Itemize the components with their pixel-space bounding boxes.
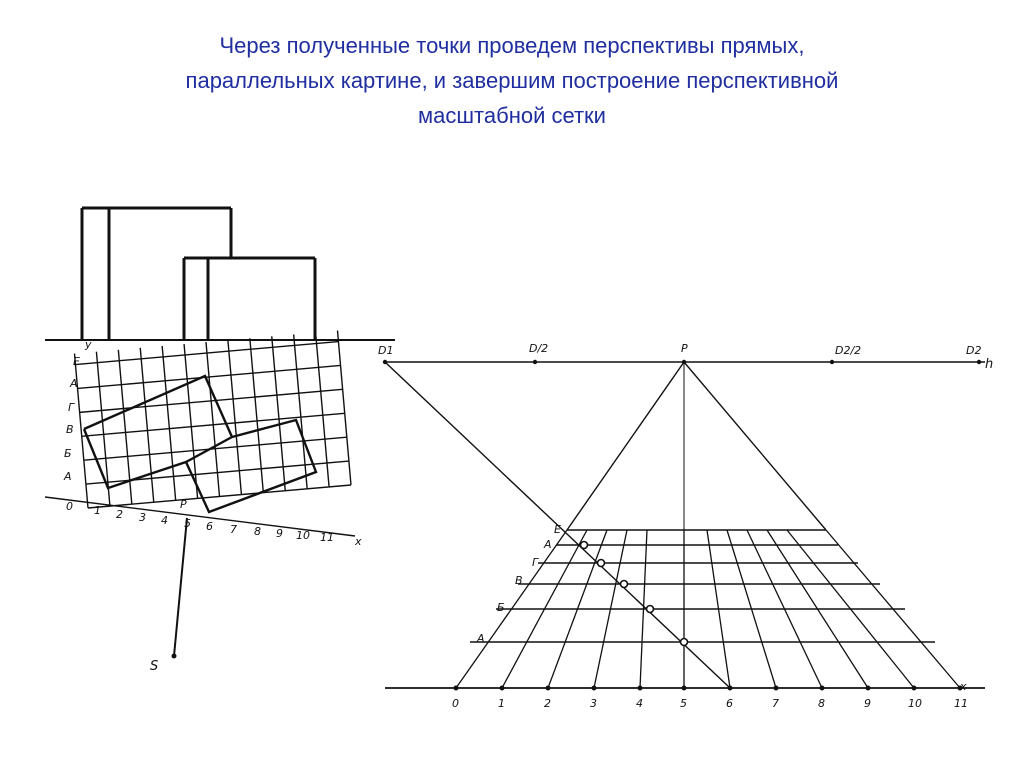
title-line-3: масштабной сетки bbox=[418, 103, 606, 128]
elevation-view bbox=[45, 208, 395, 340]
persp-base-label-11: 11 bbox=[954, 697, 968, 710]
persp-base-label-6: 6 bbox=[726, 697, 733, 710]
point-d2-half-dot bbox=[830, 360, 834, 364]
persp-row-label-3: В bbox=[515, 574, 523, 587]
plan-row-label-6: Е bbox=[73, 355, 80, 368]
persp-base-label-8: 8 bbox=[818, 697, 825, 710]
persp-base-label-3: 3 bbox=[590, 697, 597, 710]
plan-col-label-10: 10 bbox=[296, 529, 310, 542]
plan-row-label-2: Б bbox=[64, 447, 72, 460]
label-d2: D2 bbox=[966, 344, 982, 357]
plan-col-label-0: 0 bbox=[66, 500, 73, 513]
point-d-half-dot bbox=[533, 360, 537, 364]
persp-base-label-0: 0 bbox=[452, 697, 459, 710]
point-d2-dot bbox=[977, 360, 981, 364]
plan-row-label-4: Г bbox=[68, 401, 75, 414]
plan-col-label-11: 11 bbox=[320, 531, 334, 544]
plan-grid bbox=[74, 331, 351, 508]
persp-base-label-9: 9 bbox=[864, 697, 871, 710]
perspective-grid-rows bbox=[470, 530, 935, 642]
persp-row-label-2: Б bbox=[497, 601, 505, 614]
plan-point-s-label: S bbox=[150, 659, 159, 674]
perspective-view bbox=[378, 342, 993, 710]
persp-row-label-5: А bbox=[544, 538, 552, 551]
plan-axis-y-label: y bbox=[85, 338, 92, 351]
construction-rays bbox=[385, 362, 826, 688]
persp-base-label-10: 10 bbox=[908, 697, 922, 710]
point-s-dot bbox=[172, 654, 177, 659]
plan-row-label-3: В bbox=[66, 423, 74, 436]
persp-base-label-1: 1 bbox=[498, 697, 505, 710]
persp-base-label-5: 5 bbox=[680, 697, 687, 710]
plan-col-label-6: 6 bbox=[206, 520, 213, 533]
plan-point-p-label: P bbox=[180, 498, 187, 511]
persp-base-label-4: 4 bbox=[636, 697, 643, 710]
persp-axis-x-label: x bbox=[960, 680, 967, 693]
plan-col-label-2: 2 bbox=[116, 508, 123, 521]
label-horizon: h bbox=[985, 357, 994, 372]
plan-col-label-8: 8 bbox=[254, 525, 261, 538]
plan-col-label-7: 7 bbox=[230, 523, 237, 536]
plan-col-label-5: 5 bbox=[184, 517, 191, 530]
persp-row-label-6: Е bbox=[554, 523, 561, 536]
label-d-half: D/2 bbox=[529, 342, 549, 355]
label-d2-half: D2/2 bbox=[835, 344, 862, 357]
persp-base-label-2: 2 bbox=[544, 697, 551, 710]
label-p: P bbox=[681, 342, 688, 355]
persp-base-label-7: 7 bbox=[772, 697, 779, 710]
label-d1: D1 bbox=[378, 344, 394, 357]
plan-col-label-4: 4 bbox=[161, 514, 168, 527]
plan-sight-line bbox=[174, 518, 187, 656]
persp-row-label-1: А bbox=[477, 632, 485, 645]
title-line-2: параллельных картине, и завершим построение перспективной bbox=[185, 68, 839, 93]
plan-axis-x-label: x bbox=[355, 535, 362, 548]
plan-col-label-3: 3 bbox=[139, 511, 146, 524]
plan-view bbox=[45, 331, 362, 674]
plan-col-label-1: 1 bbox=[94, 504, 101, 517]
plan-col-label-9: 9 bbox=[276, 527, 283, 540]
persp-row-label-4: Г bbox=[532, 556, 539, 569]
plan-row-label-5: А bbox=[70, 377, 78, 390]
title-line-1: Через полученные точки проведем перспективы прямых, bbox=[219, 33, 805, 58]
plan-row-label-1: А bbox=[64, 470, 72, 483]
